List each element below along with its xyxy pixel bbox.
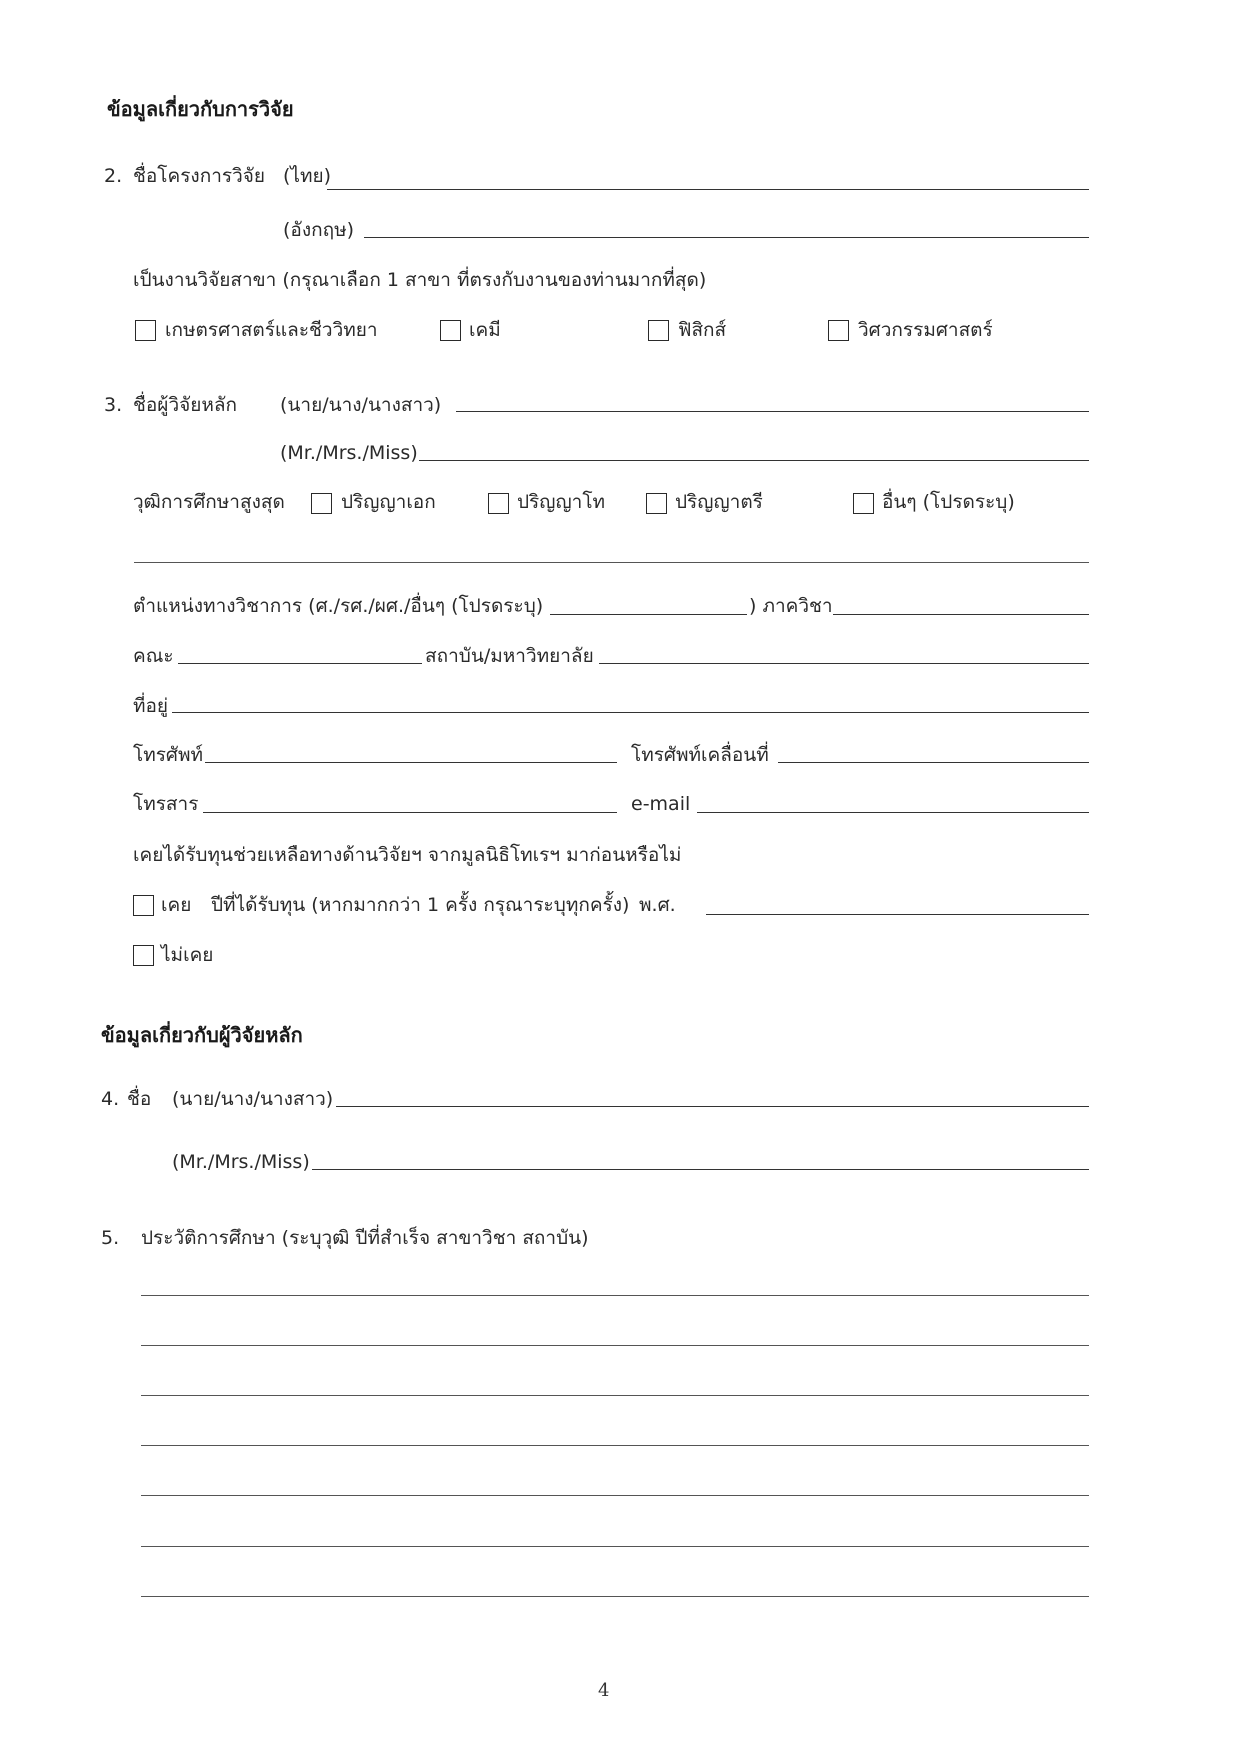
degree-other-checkbox[interactable] bbox=[853, 493, 874, 514]
degree-other-specify-field[interactable] bbox=[134, 562, 1089, 563]
q5-label: ประวัติการศึกษา (ระบุวุฒิ ปีที่สำเร็จ สาขาวิชา สถาบัน) bbox=[141, 1227, 589, 1249]
education-line-2[interactable] bbox=[141, 1345, 1089, 1346]
field-physics-checkbox[interactable] bbox=[648, 320, 669, 341]
department-field[interactable] bbox=[833, 614, 1089, 615]
project-name-thai-field[interactable] bbox=[327, 189, 1089, 190]
field-physics-label: ฟิสิกส์ bbox=[678, 319, 727, 341]
faculty-label: คณะ bbox=[133, 645, 174, 667]
address-label: ที่อยู่ bbox=[133, 695, 169, 717]
q4-number: 4. bbox=[101, 1088, 120, 1110]
funding-no-checkbox[interactable] bbox=[133, 945, 154, 966]
q5-number: 5. bbox=[101, 1227, 120, 1249]
education-line-3[interactable] bbox=[141, 1395, 1089, 1396]
address-field[interactable] bbox=[172, 712, 1089, 713]
mobile-field[interactable] bbox=[778, 762, 1089, 763]
funding-year-era: พ.ศ. bbox=[639, 894, 676, 916]
funding-yes-checkbox[interactable] bbox=[133, 895, 154, 916]
education-line-5[interactable] bbox=[141, 1495, 1089, 1496]
q4-title-english: (Mr./Mrs./Miss) bbox=[172, 1151, 310, 1173]
education-line-4[interactable] bbox=[141, 1445, 1089, 1446]
phone-label: โทรศัพท์ bbox=[133, 744, 204, 766]
q2-label: ชื่อโครงการวิจัย bbox=[133, 165, 266, 187]
institute-field[interactable] bbox=[599, 663, 1089, 664]
field-engineering-label: วิศวกรรมศาสตร์ bbox=[858, 319, 993, 341]
q3-title-thai: (นาย/นาง/นางสาว) bbox=[280, 394, 442, 416]
funding-year-field[interactable] bbox=[706, 914, 1089, 915]
researcher-name-english-field[interactable] bbox=[419, 460, 1089, 461]
q2-number: 2. bbox=[104, 165, 123, 187]
education-line-1[interactable] bbox=[141, 1295, 1089, 1296]
researcher-name-thai-field[interactable] bbox=[456, 411, 1089, 412]
field-agriculture-biology-label: เกษตรศาสตร์และชีววิทยา bbox=[165, 319, 378, 341]
degree-phd-checkbox[interactable] bbox=[311, 493, 332, 514]
q2-english-label: (อังกฤษ) bbox=[283, 219, 355, 241]
education-line-7[interactable] bbox=[141, 1596, 1089, 1597]
degree-masters-checkbox[interactable] bbox=[488, 493, 509, 514]
section-heading-researcher: ข้อมูลเกี่ยวกับผู้วิจัยหลัก bbox=[101, 1023, 303, 1047]
faculty-field[interactable] bbox=[178, 663, 422, 664]
institute-label: สถาบัน/มหาวิทยาลัย bbox=[425, 645, 594, 667]
name-english-field[interactable] bbox=[312, 1169, 1089, 1170]
mobile-label: โทรศัพท์เคลื่อนที่ bbox=[631, 744, 769, 766]
phone-field[interactable] bbox=[205, 762, 617, 763]
project-name-english-field[interactable] bbox=[364, 237, 1089, 238]
field-agriculture-biology-checkbox[interactable] bbox=[135, 320, 156, 341]
degree-bachelors-label: ปริญญาตรี bbox=[675, 491, 763, 513]
field-chemistry-label: เคมี bbox=[469, 319, 501, 341]
academic-position-label: ตำแหน่งทางวิชาการ (ศ./รศ./ผศ./อื่นๆ (โปรดระบุ) bbox=[133, 595, 544, 617]
field-chemistry-checkbox[interactable] bbox=[440, 320, 461, 341]
field-engineering-checkbox[interactable] bbox=[828, 320, 849, 341]
degree-other-label: อื่นๆ (โปรดระบุ) bbox=[882, 491, 1015, 513]
degree-bachelors-checkbox[interactable] bbox=[646, 493, 667, 514]
academic-position-field[interactable] bbox=[550, 614, 747, 615]
research-field-prompt: เป็นงานวิจัยสาขา (กรุณาเลือก 1 สาขา ที่ตรงกับงานของท่านมากที่สุด) bbox=[133, 269, 707, 291]
page-number: 4 bbox=[598, 1680, 610, 1701]
fax-label: โทรสาร bbox=[133, 793, 199, 815]
q4-title-thai: (นาย/นาง/นางสาว) bbox=[172, 1088, 334, 1110]
degree-masters-label: ปริญญาโท bbox=[517, 491, 606, 513]
q4-label: ชื่อ bbox=[127, 1088, 152, 1110]
q3-title-english: (Mr./Mrs./Miss) bbox=[280, 442, 418, 464]
q3-label: ชื่อผู้วิจัยหลัก bbox=[133, 394, 238, 416]
funding-year-label: ปีที่ได้รับทุน (หากมากกว่า 1 ครั้ง กรุณาระบุทุกครั้ง) bbox=[211, 894, 630, 916]
section-heading-research: ข้อมูลเกี่ยวกับการวิจัย bbox=[107, 97, 294, 121]
q3-number: 3. bbox=[104, 394, 123, 416]
education-line-6[interactable] bbox=[141, 1546, 1089, 1547]
fax-field[interactable] bbox=[203, 812, 617, 813]
funding-no-label: ไม่เคย bbox=[161, 944, 214, 966]
department-label: ) ภาควิชา bbox=[749, 595, 833, 617]
degree-phd-label: ปริญญาเอก bbox=[341, 491, 436, 513]
funding-yes-label: เคย bbox=[161, 894, 192, 916]
degree-prompt: วุฒิการศึกษาสูงสุด bbox=[133, 491, 285, 513]
email-field[interactable] bbox=[697, 812, 1089, 813]
funding-prompt: เคยได้รับทุนช่วยเหลือทางด้านวิจัยฯ จากมูลนิธิโทเรฯ มาก่อนหรือไม่ bbox=[133, 844, 682, 866]
q2-thai-label: (ไทย) bbox=[283, 165, 332, 187]
name-thai-field[interactable] bbox=[336, 1106, 1089, 1107]
email-label: e-mail bbox=[631, 793, 691, 815]
